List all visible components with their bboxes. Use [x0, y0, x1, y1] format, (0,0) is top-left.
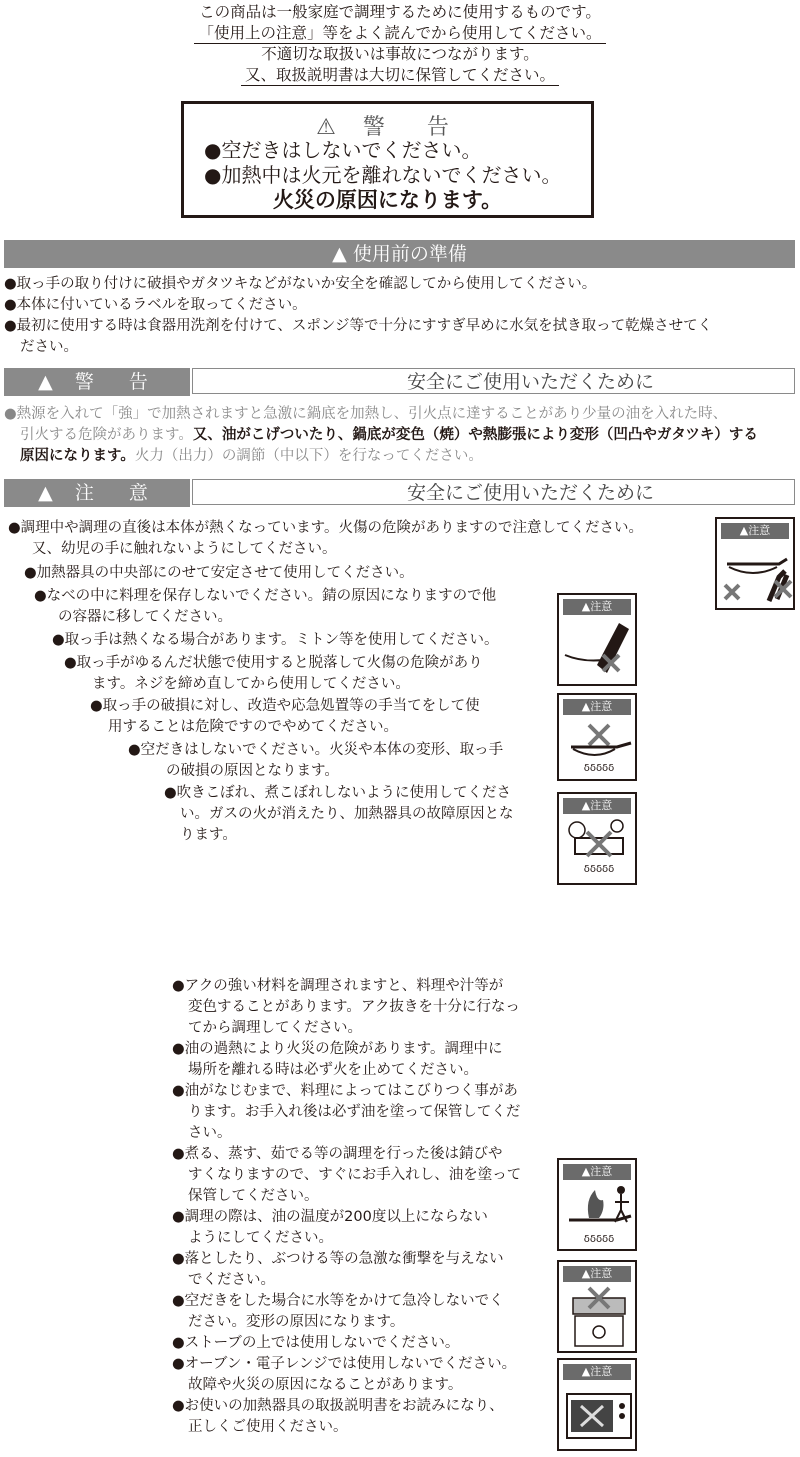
warning-text-line: 火力（出力）の調節（中以下）を行なってください。 [134, 448, 483, 464]
list-item: ようにしてください。 [188, 1230, 333, 1246]
intro-line-1: この商品は一般家庭で調理するために使用するものです。 [199, 3, 601, 21]
list-item: 正しくご使用ください。 [188, 1419, 348, 1435]
caution-item: ●取っ手の破損に対し、改造や応急処置等の手当てをして使 [90, 698, 480, 714]
list-item: すくなりますので、すぐにお手入れし、油を塗って [188, 1167, 522, 1183]
caution-tag: ▲注意 [563, 1364, 631, 1380]
list-item: てから調理してください。 [188, 1020, 362, 1036]
caution-item: い。ガスの火が消えたり、加熱器具の故障原因とな [180, 806, 514, 822]
hot-pan-hands-icon [715, 517, 795, 610]
warning-box-item-1: ●空だきはしないでください。 [204, 138, 482, 162]
warning-text-line: 引火する危険があります。 [20, 427, 193, 443]
list-item: ●取っ手の取り付けに破損やガタツキなどがないか安全を確認してから使用してください。 [4, 276, 597, 292]
caution-section-label: ▲ 注 意 [4, 479, 190, 507]
list-item: ●ストーブの上では使用しないでください。 [172, 1335, 460, 1351]
list-item: ●空だきをした場合に水等をかけて急冷しないでく [172, 1293, 504, 1309]
caution-tag: ▲注意 [563, 699, 631, 715]
svg-text:δδδδδ: δδδδδ [583, 1234, 615, 1245]
warning-text-line: 原因になります。 [20, 448, 135, 464]
caution-item: ●取っ手は熱くなる場合があります。ミトン等を使用してください。 [52, 632, 499, 648]
list-item: ●本体に付いているラベルを取ってください。 [4, 297, 307, 313]
svg-text:δδδδδ: δδδδδ [583, 763, 615, 774]
intro-notice [0, 2, 800, 86]
microwave-no-use-icon [557, 1358, 637, 1451]
list-item: でください。 [188, 1272, 275, 1288]
caution-item: 用することは危険ですのでやめてください。 [108, 719, 398, 735]
caution-item: ●空だきはしないでください。火災や本体の変形、取っ手 [128, 742, 504, 758]
warning-text-line: 又、油がこげついたり、鍋底が変色（焼）や熱膨張により変形（凹凸やガタツキ）する [192, 427, 758, 443]
list-item: ●調理の際は、油の温度が200度以上にならない [172, 1209, 488, 1225]
list-item: ●お使いの加熱器具の取扱説明書をお読みになり、 [172, 1398, 504, 1414]
list-item: さい。 [188, 1125, 232, 1141]
list-item: ります。お手入れ後は必ず油を塗って保管してくだ [188, 1104, 521, 1120]
warning-box-item-2: ●加熱中は火元を離れないでください。 [204, 163, 562, 187]
boil-over-icon [557, 792, 637, 885]
caution-item: ます。ネジを締め直してから使用してください。 [92, 676, 410, 692]
lower-list [172, 976, 557, 1438]
warning-section-header [4, 368, 795, 396]
warning-text-line: ●熱源を入れて「強」で加熱されますと急激に鍋底を加熱し、引火点に達することがあり少量の油を入れた時、 [4, 406, 728, 422]
list-item: 変色することがあります。アク抜きを十分に行なっ [188, 999, 520, 1015]
intro-line-2: 「使用上の注意」等をよく読んでから使用してください。 [194, 23, 605, 44]
caution-item: ●なべの中に料理を保存しないでください。錆の原因になりますので他 [34, 588, 497, 604]
caution-item: ●加熱器具の中央部にのせて安定させて使用してください。 [24, 565, 414, 581]
caution-tag: ▲注意 [563, 1266, 631, 1282]
caution-tag: ▲注意 [721, 523, 789, 539]
list-item: 保管してください。 [188, 1188, 319, 1204]
caution-item: ●取っ手がゆるんだ状態で使用すると脱落して火傷の危険があり [64, 655, 483, 671]
warning-box-emphasis: 火災の原因になります。 [272, 188, 503, 212]
warning-section-label: ▲ 警 告 [4, 368, 190, 396]
stove-no-use-icon [557, 1260, 637, 1353]
list-item: ●煮る、蒸す、茹でる等の調理を行った後は錆びや [172, 1146, 503, 1162]
caution-item: の容器に移してください。 [58, 609, 232, 625]
prep-list [4, 274, 796, 358]
warning-box-title: ⚠ 警 告 [316, 115, 459, 140]
list-item: ださい。変形の原因になります。 [188, 1314, 405, 1330]
caution-tag: ▲注意 [563, 599, 631, 615]
list-item: ださい。 [20, 339, 78, 355]
intro-line-4: 又、取扱説明書は大切に保管してください。 [241, 65, 559, 86]
intro-line-3: 不適切な取扱いは事故につながります。 [261, 45, 539, 63]
oil-fire-icon [557, 1158, 637, 1251]
list-item: ●落としたり、ぶつける等の急激な衝撃を与えない [172, 1251, 504, 1267]
caution-item: ●調理中や調理の直後は本体が熱くなっています。火傷の危険がありますので注意してください。 [8, 520, 643, 536]
list-item: ●油の過熱により火災の危険があります。調理中に [172, 1041, 503, 1057]
list-item: 場所を離れる時は必ず火を止めてください。 [188, 1062, 478, 1078]
list-item: 故障や火災の原因になることがあります。 [188, 1377, 463, 1393]
hot-handle-mitten-icon [557, 593, 637, 686]
caution-section-header [4, 479, 795, 507]
caution-item: 又、幼児の手に触れないようにしてください。 [32, 541, 337, 557]
caution-item: の破損の原因となります。 [166, 763, 339, 779]
empty-heating-icon [557, 693, 637, 781]
caution-tag: ▲注意 [563, 1164, 631, 1180]
caution-item: ります。 [180, 827, 237, 843]
caution-section-subtitle: 安全にご使用いただくために [192, 479, 795, 505]
list-item: ●油がなじむまで、料理によってはこびりつく事があ [172, 1083, 518, 1099]
list-item: ●最初に使用する時は食器用洗剤を付けて、スポンジ等で十分にすすぎ早めに水気を拭き取って乾燥させてく [4, 318, 713, 334]
list-item: ●アクの強い材料を調理されますと、料理や汁等が [172, 978, 504, 994]
prep-section-header: ▲ 使用前の準備 [4, 240, 795, 268]
warning-section-subtitle: 安全にご使用いただくために [192, 368, 795, 394]
caution-item: ●吹きこぼれ、煮こぼれしないように使用してくださ [164, 785, 512, 801]
list-item: ●オーブン・電子レンジでは使用しないでください。 [172, 1356, 517, 1372]
caution-tag: ▲注意 [563, 798, 631, 814]
warning-section-text [4, 404, 798, 467]
svg-text:δδδδδ: δδδδδ [583, 864, 615, 875]
warning-box [181, 101, 594, 218]
